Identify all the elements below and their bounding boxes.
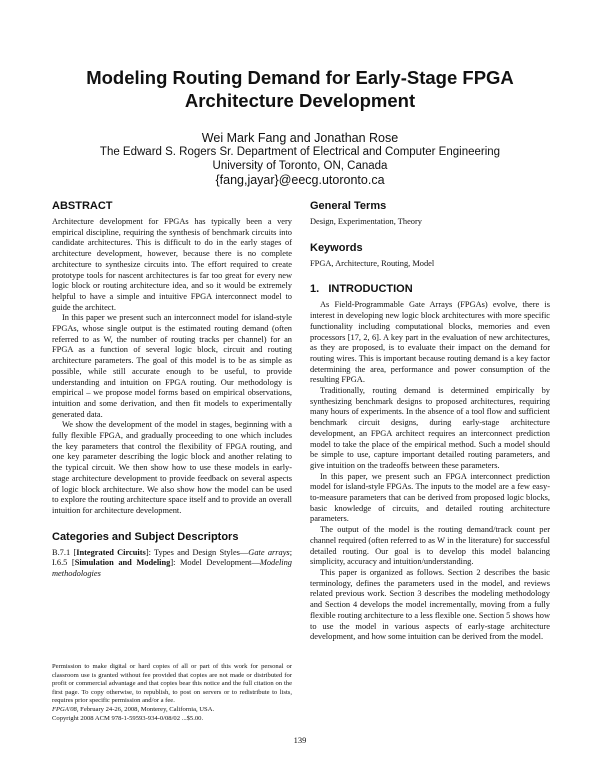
keywords-text: FPGA, Architecture, Routing, Model [310,258,435,268]
abstract-heading: ABSTRACT [52,200,113,212]
left-column [52,200,292,580]
title-line-2: Architecture Development [184,90,416,111]
intro-paragraph-4: The output of the model is the routing demand/track count per channel required (often referred to as W in the literature) for successful detailed routing. Our goal is to develop this model balancing simplicity, accuracy and intuition/understanding. [310,525,550,567]
intro-paragraph-3: In this paper, we present such an FPGA interconnect prediction model for island-style FPGAs. The inputs to the model are a few easy-to-measure parameters that can be derived from proposed logic blocks, basic knowledge of circuits, and detailed routing architecture parameters. [310,471,550,524]
right-column [310,200,550,643]
title-line-1: Modeling Routing Demand for Early-Stage FPGA [86,67,514,88]
general-terms-heading: General Terms [310,200,387,212]
general-terms-text: Design, Experimentation, Theory [310,217,422,226]
paper-title [70,66,530,112]
affiliation-university: University of Toronto, ON, Canada [212,160,388,172]
copyright-line: Copyright 2008 ACM 978-1-59593-934-0/08/02 ...$5.00. [52,714,204,722]
keywords-heading: Keywords [310,241,363,254]
author-names: Wei Mark Fang and Jonathan Rose [201,131,399,145]
page-number: 139 [293,735,307,745]
author-block [60,131,540,187]
abstract-paragraph-2: In this paper we present such an interconnect model for island-style FPGAs, whose single output is the estimated routing demand (often referred to as W, the number of routing tracks per channel) for an FPGA as a function of several logic block, circuit and routing architecture parameters. The goal of this model is to be as simple as possible, while still accurate enough to be useful, to provide understanding and intuition on FPGA routing. Our methodology is empirical – we propose model forms based on empirical observations, intuition and some derivation, and then fit models to experimentally generated data. [52,313,292,419]
intro-paragraph-1: As Field-Programmable Gate Arrays (FPGAs) evolve, there is interest in developing new logic block architectures with more specific functionality including computational blocks, memories and even processors [17, 2, 6]. A key part in the evaluation of new architectures, as they are proposed, is to evaluate their impact on the demand for routing wires. This is important because routing demand is a key factor determining the area, performance and power consumption of the resulting FPGA. [310,300,550,385]
introduction-heading: 1. INTRODUCTION [310,283,413,296]
venue-line: FPGA'08, February 24-26, 2008, Monterey, California, USA. [52,705,215,713]
affiliation-department: The Edward S. Rogers Sr. Department of Electrical and Computer Engineering [99,146,501,158]
intro-paragraph-2: Traditionally, routing demand is determined empirically by synthesizing benchmark designs to proposed architectures, requiring many hours of experiments. In the absence of a tool flow and sufficient benchmark circuit designs, during early-stage architecture development, an FPGA architect requires an interconnect prediction model to take the place of the empirical method. Such a model should be simple to use, capture important detailed routing parameters, and give intuition on the tradeoffs between these parameters. [310,386,550,470]
categories-heading: Categories and Subject Descriptors [52,530,239,543]
permission-notice [52,663,292,723]
categories-text: B.7.1 [Integrated Circuits]: Types and Design Styles—Gate arrays; I.6.5 [Simulation and Modeling]: Model Development—Modeling methodologies [52,547,293,579]
abstract-paragraph-3: We show the development of the model in stages, beginning with a fully flexible FPGA, and gradually proceeding to one which includes the key parameters that control the flexibility of FPGA routing, and one key parameter describing the logic block and another relating to the typical circuit. We then show how to use these models in early-stage architecture development to provide feedback on several aspects of logic block architecture. We also show how the model can be used to explore the routing architecture space itself and to provide an overall intuition for architecture development. [52,420,292,515]
abstract-paragraph-1: Architecture development for FPGAs has typically been a very empirical discipline, requiring the synthesis of benchmark circuits into candidate architectures. This is difficult to do in the early stages of architecture development, however, because there is no complete architecture to synthesize circuits into. The effort required to create prototype tools for nascent architectures is far too great for every new logic block or routing architecture idea, and so it would be extremely helpful to have a simple and intuitive FPGA interconnect model to guide the architect. [52,217,292,312]
permission-text: Permission to make digital or hard copies of all or part of this work for personal or classroom use is granted without fee provided that copies are not made or distributed for profit or commercial advantage and that copies bear this notice and the full citation on the first page. To copy otherwise, to republish, to post on servers or to redistribute to lists, requires prior specific permission and/or a fee. [52,663,292,705]
intro-paragraph-5: This paper is organized as follows. Section 2 describes the basic terminology, defines the parameters used in the model, and reviews related previous work. Section 3 describes the modeling methodology and Section 4 develops the model incrementally, moving from a fully flexible routing architecture to a less flexible one. Section 5 shows how to use the model in various aspects of early-stage architecture development, and how some intuition can be derived from the model. [310,567,550,642]
author-email: {fang,jayar}@eecg.utoronto.ca [215,173,385,187]
